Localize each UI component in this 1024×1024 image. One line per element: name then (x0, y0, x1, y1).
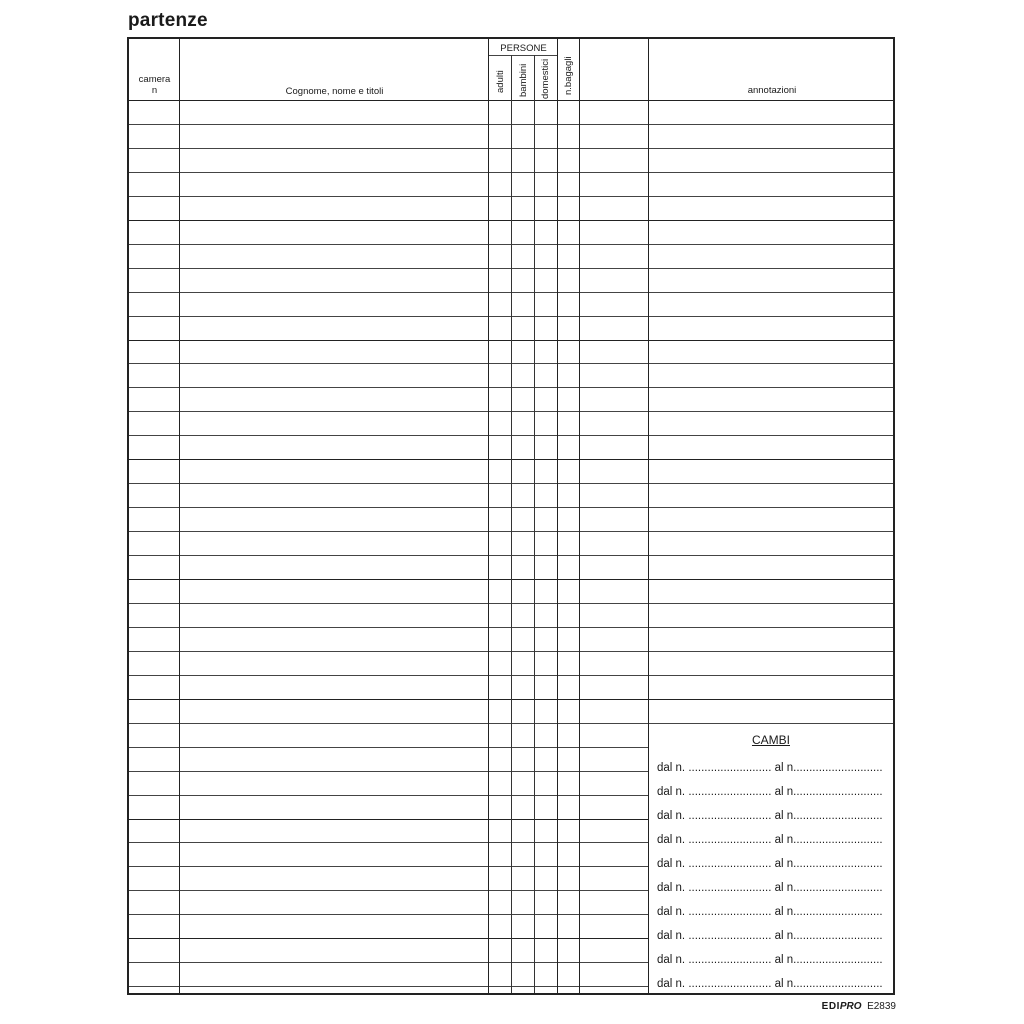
page-title: partenze (128, 10, 208, 31)
footer-brand (822, 1001, 896, 1012)
row-line (129, 938, 649, 939)
header-bambini: bambini (518, 63, 529, 97)
header-domestici: domestici (540, 58, 551, 99)
cambi-line: dal n. .......................... al n............................ (657, 978, 883, 990)
form-code: E2839 (867, 1001, 896, 1012)
header-bagagli: n.bagagli (563, 56, 574, 95)
header-camera-label: camera (138, 74, 171, 85)
cambi-title: CAMBI (751, 733, 790, 747)
row-line (129, 819, 649, 820)
cambi-line: dal n. .......................... al n............................ (657, 834, 883, 846)
persone-divider (489, 55, 558, 56)
cambi-line: dal n. .......................... al n............................ (657, 882, 883, 894)
row-line (129, 795, 649, 796)
row-line (129, 842, 649, 843)
header-persone: PERSONE (500, 43, 547, 54)
header-camera-n-label: n (151, 85, 158, 96)
col-adulti-divider (511, 55, 512, 993)
row-line (129, 914, 649, 915)
row-line (129, 890, 649, 891)
col-bambini-divider (534, 55, 535, 993)
cambi-line: dal n. .......................... al n............................ (657, 858, 883, 870)
cambi-line: dal n. .......................... al n............................ (657, 762, 883, 774)
cambi-line: dal n. .......................... al n............................ (657, 786, 883, 798)
row-line (129, 747, 649, 748)
register-form-table (127, 37, 895, 995)
col-camera-divider (179, 39, 180, 993)
header-adulti: adulti (495, 70, 506, 93)
header-camera (129, 74, 180, 96)
header-annotazioni: annotazioni (747, 85, 797, 96)
cambi-section (649, 724, 893, 993)
brand-pro: PRO (839, 1001, 862, 1012)
col-name-divider (488, 39, 489, 993)
row-line (129, 962, 649, 963)
cambi-line: dal n. .......................... al n............................ (657, 954, 883, 966)
row-line (129, 771, 649, 772)
col-domestici-divider (557, 39, 558, 993)
row-line (129, 986, 649, 987)
brand-edi: EDI (821, 1001, 840, 1012)
cambi-line: dal n. .......................... al n............................ (657, 906, 883, 918)
col-bagagli-divider (579, 39, 580, 993)
header-cognome: Cognome, nome e titoli (285, 86, 384, 97)
cambi-line: dal n. .......................... al n............................ (657, 930, 883, 942)
cambi-line: dal n. .......................... al n............................ (657, 810, 883, 822)
row-line (129, 866, 649, 867)
